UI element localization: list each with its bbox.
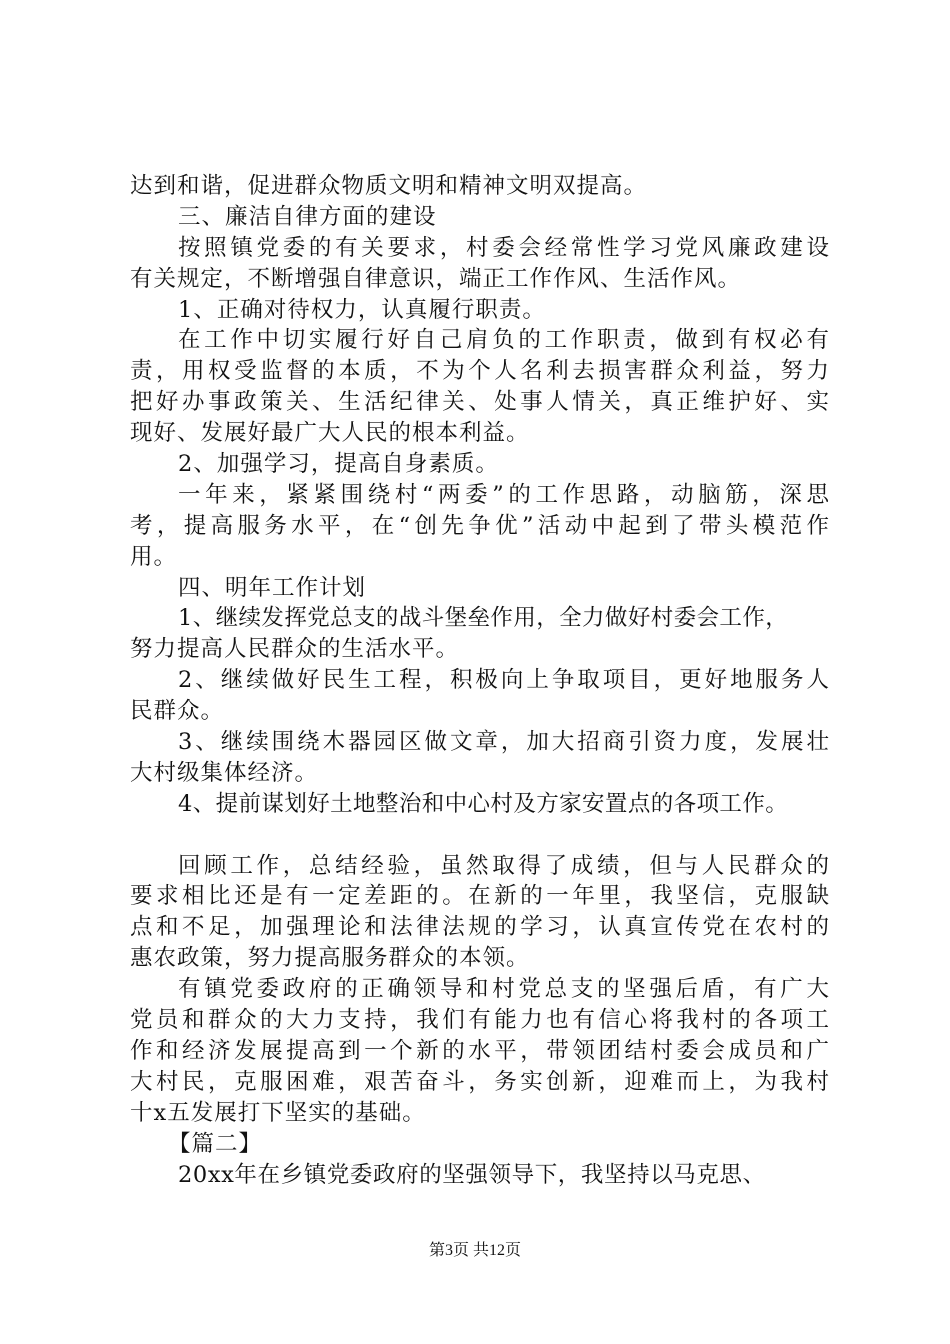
paragraph-line: 把好办事政策关、生活纪律关、处事人情关，真正维护好、实 [130,389,830,416]
plan-item-line: 4、提前谋划好土地整治和中心村及方家安置点的各项工作。 [178,790,789,817]
paragraph-line: 用。 [130,543,178,570]
plan-item-line: 大村级集体经济。 [130,759,319,786]
paragraph-line: 党员和群众的大力支持，我们有能力也有信心将我村的各项工 [130,1007,830,1034]
paragraph-line: 有镇党委政府的正确领导和村党总支的坚强后盾，有广大 [178,976,830,1003]
paragraph-line: 责，用权受监督的本质，不为个人名利去损害群众利益，努力 [130,358,830,385]
paragraph-line: 十x五发展打下坚实的基础。 [130,1099,426,1126]
section-heading-part2: 【篇二】 [168,1130,263,1157]
paragraph-line: 大村民，克服困难，艰苦奋斗，务实创新，迎难而上，为我村 [130,1068,830,1095]
plan-item-line: 2、继续做好民生工程，积极向上争取项目，更好地服务人 [178,667,830,694]
paragraph-line: 回顾工作，总结经验，虽然取得了成绩，但与人民群众的 [178,852,830,879]
paragraph-line: 一年来，紧紧围绕村“两委”的工作思路，动脑筋，深思 [178,481,830,508]
plan-item-line: 3、继续围绕木器园区做文章，加大招商引资力度，发展壮 [178,729,830,756]
page-footer: 第3页 共12页 [428,1242,521,1259]
plan-item-line: 1、继续发挥党总支的战斗堡垒作用，全力做好村委会工作， [178,605,789,632]
section-heading-3: 三、廉洁自律方面的建设 [178,203,437,230]
subheading-line: 2、加强学习，提高自身素质。 [178,451,499,478]
paragraph-line: 作和经济发展提高到一个新的水平，带领团结村委会成员和广 [130,1037,830,1064]
paragraph-line: 要求相比还是有一定差距的。在新的一年里，我坚信，克服缺 [130,883,830,910]
paragraph-gap [130,820,830,851]
paragraph-line: 在工作中切实履行好自己肩负的工作职责，做到有权必有 [178,327,830,354]
paragraph-line: 按照镇党委的有关要求，村委会经常性学习党风廉政建设 [178,234,830,261]
paragraph-line: 现好、发展好最广大人民的根本利益。 [130,420,530,447]
document-body [130,171,830,1190]
subheading-line: 1、正确对待权力，认真履行职责。 [178,296,546,323]
paragraph-line: 点和不足，加强理论和法律法规的学习，认真宣传党在农村的 [130,914,830,941]
paragraph-line: 有关规定，不断增强自律意识，端正工作作风、生活作风。 [130,265,742,292]
plan-item-line: 民群众。 [130,698,225,725]
paragraph-line: 惠农政策，努力提高服务群众的本领。 [130,945,530,972]
paragraph-line: 20xx年在乡镇党委政府的坚强领导下，我坚持以马克思、 [178,1161,766,1188]
paragraph-line: 达到和谐，促进群众物质文明和精神文明双提高。 [130,173,648,199]
section-heading-4: 四、明年工作计划 [178,574,367,601]
paragraph-line: 考，提高服务水平，在“创先争优”活动中起到了带头模范作 [130,512,830,539]
plan-item-line: 努力提高人民群众的生活水平。 [130,636,460,663]
